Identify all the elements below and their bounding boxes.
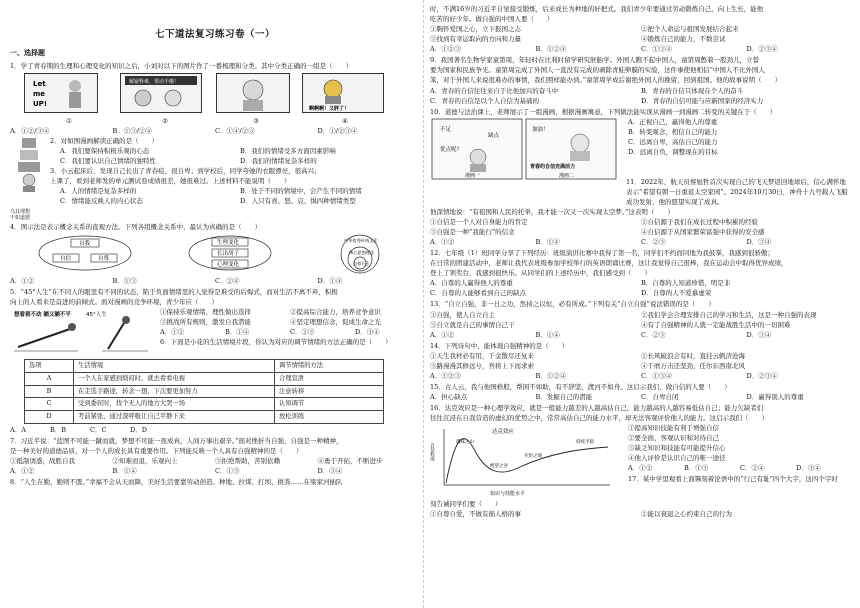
q1-pic-label-3: ③: [253, 116, 259, 125]
question-10: 10．道德与法治课上，老师展示了一组漫画，根据漫画寓意，下列做法能实现从漫画一到漫画二转变的关键在于（ ）: [430, 107, 777, 116]
q12-options: [430, 278, 852, 298]
q6-row-b-key: B: [25, 385, 74, 398]
q7-choice-2: ②知难而退，乐观向上: [112, 457, 178, 466]
q6-option-a[interactable]: A．A: [10, 425, 26, 434]
question-17-line1: 17．某中学里观看上面镌刻着论语中的“行己有耻”四个大字，这四个字时: [628, 474, 838, 483]
q4-a-label-2: 自信: [60, 255, 72, 262]
q16-ylabel: 自信程度: [430, 443, 435, 462]
q12-option-c[interactable]: C．自尊的人能够看到自己的缺点: [430, 289, 526, 298]
q16-choice-1: ①提高知识技能有利于增强自信: [628, 424, 719, 433]
q12-option-d[interactable]: D．自尊的人不爱慕虚荣: [641, 289, 712, 298]
question-6: 6．下面是小花的生活情境片段，你认为对应的调节情绪的方法正确的是（ ）: [160, 338, 392, 347]
q11-choices: [430, 217, 852, 237]
q1-pic-label-4: ④: [342, 116, 348, 125]
q4-a-label-3: 自尊: [98, 255, 110, 262]
q6-row-d-method: 放松训练: [275, 411, 384, 424]
q2-option-d[interactable]: D．我们的情绪复杂多样的: [240, 156, 317, 165]
q16-xlabel: 知识与技能水平: [490, 491, 526, 498]
q10-option-a[interactable]: A．正视自己，赢得他人的尊重: [628, 117, 718, 126]
question-9-line2: 要为国家和民族争光。童第周完成了外国人一直没有完成的剥除青蛙卵膜的实验，这件事使他相信“中国人不比外国人: [430, 66, 765, 75]
q11-choice-2: ②自信源于我们在成长过程中积累的经验: [641, 217, 758, 226]
q13-option-b[interactable]: B．①④: [535, 330, 560, 339]
q10-option-b[interactable]: B．转变观念，相信自己的能力: [628, 127, 718, 136]
q5-image-2: [82, 307, 154, 357]
q13-choice-3: ③自立就是自己的事情自己干: [430, 320, 515, 329]
q6-option-d[interactable]: D．D: [130, 425, 147, 434]
q14-option-a[interactable]: A．①②③: [430, 371, 461, 380]
q16-option-b[interactable]: B．①③: [684, 464, 709, 473]
q6-header-option: 选项: [25, 360, 74, 373]
question-11-line1: 11．2022年，航天员蔡旭哲首次实现自己的飞天梦返回地球后，信心满怀地表示“希望有朝一日重返太空家园”。2024年10月30日，神舟十九号载人飞船成功发射，他的愿望实现了成真。: [626, 177, 848, 206]
q4-options: [10, 276, 420, 286]
question-13: 13．“自立自强，非一日之功，然持之以恒，必有所成。”下列有关“自立自强”说法错误的是（ ）: [430, 300, 715, 309]
q7-option-a[interactable]: A．①②: [10, 467, 35, 476]
svg-text:Let: Let: [33, 79, 46, 88]
question-8: 8．“人生在勤，勤则不匮。”幸福不会从天而降，美好生活要靠劳动创造。种地、拉煤、打坝、挑粪……在梁家河插队: [10, 478, 343, 487]
q16-option-a[interactable]: A．①②: [628, 464, 653, 473]
q10-c2-label-3: 漫画二: [559, 172, 575, 179]
q11-option-c[interactable]: C．②③: [641, 238, 666, 247]
q10-c1-label-3: 优点呢？: [440, 146, 463, 153]
q2-option-c[interactable]: C．我们要认识自己情绪的独特性: [60, 156, 156, 165]
q13-option-a[interactable]: A．①②: [430, 330, 455, 339]
q7-choice-3: ③拒绝帮助，苦别依赖: [215, 457, 280, 466]
q1-pic-label-2: ②: [162, 116, 168, 125]
q10-c1-label-2: 缺点: [488, 132, 500, 139]
q1-caption-4: 啊啊啊！又胖了！: [309, 105, 350, 112]
q7-choice-4: ④勇于开拓，不断进步: [317, 457, 383, 466]
question-3-line1: 3．小云起床后，发现自己长出了青春痘，很自卑；到学校后，同学夸她的衣服漂亮，很高兴；: [50, 167, 321, 175]
q12-option-b[interactable]: B．自尊的人知道珍惜、明是非: [641, 279, 731, 288]
svg-text:UP!: UP!: [33, 99, 48, 108]
q5-choice-3: ③挑战所有规则，激发自我潜能: [160, 318, 251, 327]
q8-choice-1: ①胸怀爱国之心，立下报国之志: [430, 25, 521, 34]
q12-option-a[interactable]: A．自尊的人赢得他人的尊重: [430, 279, 513, 288]
svg-text:me: me: [33, 89, 46, 98]
q17-choice-2: ②能以衰退之心约束自己的行为: [641, 510, 732, 519]
q16-choice-4: ④他人评价是认识自己的唯一途径: [628, 454, 726, 463]
q7-option-b[interactable]: B．①④: [112, 467, 137, 476]
q4-b-label-2: 长出胡子: [217, 250, 240, 257]
q10-c2-label-1: 加油！: [532, 126, 549, 133]
q2-option-b[interactable]: B．我们的情绪受多方面因素影响: [240, 146, 336, 155]
q2-caption: 乌其理想 不如道德: [10, 208, 31, 221]
q10-block: [430, 117, 852, 183]
q5-choices: [160, 307, 420, 327]
question-5-line2: 向上的人看来是奋进的前倾式。面对漫画的竞争环境，青少年应（ ）: [10, 298, 218, 307]
q5-image-1: [10, 307, 82, 357]
q10-c1-label-1: 不足: [440, 126, 452, 133]
q2-q3-block: [10, 136, 420, 221]
q6-row-c-key: C: [25, 398, 74, 411]
q6-header-method: 调节情绪的方法: [275, 360, 384, 373]
cartoon-2: [120, 73, 202, 113]
q6-header-situation: 生活情境: [74, 360, 275, 373]
cartoon-3: [216, 73, 290, 113]
q4-c-label-1: 中华优秀传统文化: [344, 237, 378, 243]
q5-option-b[interactable]: B．①④: [225, 328, 250, 337]
section-heading: 一、选择题: [10, 48, 45, 57]
q5-choice-1: ①保持乐观情绪，理性做出选择: [160, 308, 251, 317]
q5-caption-1: 想看看不动 躺又躺不平: [14, 312, 71, 319]
question-9-line3: 笨，对于外国人来说很难办的事情，我们照样能办到。”童第周学成后谢绝外国人的挽留，回到祖国。他的故事说明（ ）: [430, 76, 782, 85]
q16-block: [430, 423, 852, 499]
table-row: [25, 372, 384, 385]
q11-options: [430, 237, 852, 247]
q4-option-c[interactable]: C．②④: [215, 276, 240, 285]
q1-caption-2: 解疑释难，要动手哦！: [129, 78, 180, 85]
q13-option-d[interactable]: D．③④: [746, 330, 772, 339]
question-4: 4．图示法是表示概念关系的直观方法。下列各组概念关系中，最认为真确的是（ ）: [10, 222, 262, 231]
q1-option-d[interactable]: D．①/②③④: [317, 126, 358, 135]
question-17-line2: 刻告诫同学们要（ ）: [430, 500, 502, 509]
q17-choices: [430, 509, 852, 519]
q15-option-c[interactable]: C．自卑自闭: [641, 393, 679, 401]
q14-choice-4: ④千磨万击还坚劲，任尔东西南北风: [641, 361, 745, 370]
q4-diagrams: [10, 234, 420, 274]
question-7-line1: 7．习近平说：“蓝图不可能一蹴而就，梦想不可能一夜成真，人间万事出艰辛。”面对挫折当自强，自强是一种精神，: [10, 436, 343, 445]
q16-option-c[interactable]: C．②④: [740, 464, 765, 473]
q5-q6-text: [160, 307, 420, 357]
question-8-continued-line1: 时，不满16岁的习近平自觉接受锻炼，后来成长为种地的好把式。我们青少年要通过劳动锻炼自己，向上生长，能他: [430, 5, 764, 13]
q4-b-label-1: 生理变化: [217, 239, 240, 246]
q6-options: [10, 425, 170, 435]
question-14: 14．下列诗句中，能体现自强精神的是（ ）: [430, 341, 569, 350]
q14-options: [430, 371, 852, 381]
q13-choices: [430, 310, 852, 330]
q1-image-1: [24, 73, 114, 126]
q16-options: [628, 463, 852, 473]
q10-option-c[interactable]: C．远离自卑，高估自己的能力: [628, 137, 718, 146]
q13-choice-1: ①自强，使人自立自主: [430, 310, 495, 319]
q1-option-c[interactable]: C．①④/②③: [215, 126, 255, 135]
column-divider: [423, 0, 424, 608]
q1-option-b[interactable]: B．①③/②④: [112, 126, 152, 135]
q5-choice-2: ②提高综合能力，培养竞争意识: [290, 308, 381, 317]
q2-image: [10, 136, 50, 221]
q4-diagram-a: [35, 234, 135, 272]
q10-options: [620, 117, 852, 183]
q6-row-a-key: A: [25, 372, 74, 385]
question-12-line1: 12．七年级（1）班同学分享了下列经历：班级演讲比赛中我得了第一名，同学们不约而同地为我鼓掌，我感到很骄傲；: [430, 249, 774, 258]
q9-option-b[interactable]: B．青春的自信只体现在个人的奋斗: [641, 86, 744, 95]
q6-row-b-situation: 在走选手路途，转念一想，下次要更加努力: [74, 385, 275, 398]
q4-diagram-c: [325, 234, 395, 274]
q5-option-c[interactable]: C．②③: [290, 328, 315, 337]
q14-choice-2: ②长风破浪会有时，直挂云帆济沧海: [641, 351, 745, 360]
question-15: 15．古人云，我与他国格般，帮困不如助，有不辞坚，渡河不如舟。这启示我们，做自信的人要（ ）: [430, 382, 731, 391]
q6-table: [24, 359, 384, 424]
q6-row-a-method: 合理宣泄: [275, 372, 384, 385]
q2-q3-text: [50, 136, 420, 221]
q6-row-a-situation: 一个人在家感到烦闷时，就去看看电视: [74, 372, 275, 385]
q8-option-b[interactable]: B．①②④: [535, 45, 567, 54]
q8-choice-4: ④锻炼自己的能力，不数尝试: [641, 35, 726, 44]
q4-a-label-1: 自我: [79, 240, 91, 247]
q16-choice-2: ②要全面、客观认识和对待自己: [628, 434, 719, 443]
q1-image-3: [216, 73, 296, 126]
q5-block: [10, 307, 420, 357]
q6-row-c-method: 认知调节: [275, 398, 384, 411]
q1-image-2: [120, 73, 210, 126]
q4-b-label-3: 心理变化: [217, 261, 240, 268]
q4-option-a[interactable]: A．①②: [10, 276, 35, 285]
q9-option-a[interactable]: A．青春的自信往往来自于比他加兴的奋斗中: [430, 86, 559, 95]
table-row: [25, 398, 384, 411]
q16-plateau-label: 持续平稳: [576, 440, 594, 446]
q2-options: [50, 146, 420, 166]
q14-choice-3: ③路漫漫其修远兮，吾将上下而求索: [430, 361, 534, 370]
q8-option-a[interactable]: A．①②③: [430, 45, 461, 54]
q16-choice-3: ③缺乏知识和技能有可能提升信心: [628, 444, 726, 453]
question-12-line2: 在日常的团建活动中，老师让我代表班级参加学校举行的英语朗诵比赛，这让我觉得自己很棒，我在运动会中取得优异成绩，: [430, 259, 788, 268]
q5-choice-4: ④坚定理想信念，促成生命之光: [290, 318, 381, 327]
q6-header-row: [25, 360, 384, 373]
q9-option-d[interactable]: D．青春的自信可能与应新国家的经济实力: [641, 96, 764, 105]
question-9-line1: 9．我国著名生物学家童第周，年轻时在比利时留学研究胚胎学。外国人瞧不起中国人，童第周憋着一股劲儿，立誓: [430, 56, 760, 65]
q11-choice-4: ④自信源于从国家繁荣富强中获得的安全感: [641, 228, 765, 236]
q13-choice-4: ④有了自强精神的人就一定能战胜生活中的一切困难: [641, 320, 791, 329]
q10-option-d[interactable]: D．远离自负，调整现在的目标: [628, 147, 718, 156]
q5-images: [10, 307, 160, 357]
q1-option-a[interactable]: A．①②/③④: [10, 126, 50, 135]
q1-images: [24, 73, 420, 126]
q16-dunning-kruger-chart: [430, 423, 620, 499]
question-8-continued-line2: 吃苦的好少年。做自强的中国人要（ ）: [430, 15, 554, 24]
q7-option-d[interactable]: D．③④: [317, 467, 343, 476]
question-3-line2: 上课了，看到老师发的单元测试卷成绩很差，她很难过。上述材料不能说明（ ）: [50, 177, 291, 186]
q6-row-c-situation: 受到委屈时，找个无人的地方大哭一场: [74, 398, 275, 411]
q11-choice-3: ③自强是一种“我能行”的信念: [430, 228, 515, 236]
q6-option-b[interactable]: B．B: [50, 425, 67, 434]
q14-option-b[interactable]: B．①②④: [535, 371, 567, 380]
q3-option-c[interactable]: C．情绪能反映人的内心状态: [60, 197, 143, 206]
q11-option-a[interactable]: A．①②: [430, 238, 455, 247]
q16-chart-title: 达克效应: [492, 429, 515, 436]
q8-choice-2: ②把个人命运与祖国发展结合起来: [641, 25, 739, 34]
q7-options: [10, 466, 420, 476]
q8-choices: [430, 24, 852, 44]
q15-option-b[interactable]: B．发掘自己的潜能: [535, 393, 593, 401]
q10-comic: [430, 117, 620, 183]
question-7-line2: 是一种美好的道德品质，对一个人的成长具有重要作用。下列能反映一个人具有自强精神的是（ ）: [10, 447, 303, 455]
q15-options: [430, 392, 852, 402]
q15-option-a[interactable]: A．担心缺点: [430, 393, 468, 401]
q9-option-c[interactable]: C．青春的自信是以个人自信为基础的: [430, 96, 539, 105]
q4-diagram-b: [185, 234, 275, 272]
left-column: [10, 0, 420, 487]
page-title: 七下道法复习练习卷（一）: [154, 29, 275, 40]
q13-option-c[interactable]: C．②③: [641, 330, 666, 339]
table-row: [25, 385, 384, 398]
q7-choice-1: ①抵制诱惑，战胜自我: [10, 457, 75, 466]
q14-option-d[interactable]: D．②③④: [746, 371, 778, 380]
q11-choice-1: ①自信是一个人对自身能力的肯定: [430, 217, 528, 226]
q4-c-label-2: 核心思想理念: [349, 249, 375, 255]
q7-choices: [10, 456, 420, 466]
q13-options: [430, 330, 852, 340]
q5-option-d[interactable]: D．③④: [355, 328, 380, 337]
q14-option-c[interactable]: C．①③④: [641, 371, 672, 380]
question-11-line2: 他深情地说：“有祖国和人民的托举，我才能一次又一次实现太空梦。”这表明（ ）: [430, 207, 674, 216]
question-16-line1: 16．达克效应是一种心理学效应，就是一般能力越差的人越高估自己，能力越高的人越容易低估自己；能力欠缺者们: [430, 404, 764, 413]
q16-curve: [446, 439, 608, 483]
table-row: [25, 411, 384, 424]
q5-caption-2: 45°人生: [86, 312, 107, 319]
q16-slope-label: 开悟之坡: [524, 454, 542, 460]
q4-option-b[interactable]: B．①③: [112, 276, 137, 285]
cartoon-1: [24, 73, 98, 113]
q3-option-a[interactable]: A．人的情绪是复杂多样的: [60, 187, 137, 196]
question-16-line2: 往往沉浸在自我营造的虚幻的优势之中，常常高估自己的能力水平，却无法客观评价他人的能力。这启示我们（ ）: [430, 414, 768, 423]
q2-option-a[interactable]: A．我们要保持积极乐观的心态: [60, 146, 150, 155]
q17-choice-1: ①自尊自爱，不做有损人格的事: [430, 510, 521, 519]
q14-choice-1: ①天生我材必有用，千金散尽还复来: [430, 351, 534, 360]
q16-valley-label: 绝望之谷: [490, 464, 508, 470]
q6-row-d-situation: 考前紧张，通过深呼吸让自己平静下来: [74, 411, 275, 424]
question-5-line1: 5．“45°人生”在不同人的眼里有不同的状态，陷于负面情绪里的人觉得是难受的后悔式，而对生活不离不弃，积极: [10, 288, 338, 296]
q16-peak-label: 愚昧之山: [456, 440, 474, 446]
q8-option-d[interactable]: D．②③④: [746, 45, 778, 54]
q7-option-c[interactable]: C．①③: [215, 467, 240, 476]
q4-c-label-3: 自强不息: [353, 260, 369, 266]
q1-image-4: [302, 73, 388, 126]
q3-option-b[interactable]: B．处于不同的情境中，会产生不同的情绪: [240, 187, 362, 196]
q16-text: [620, 423, 852, 499]
question-2: 2．对如图漫画解读正确的是（ ）: [50, 136, 159, 145]
q14-choices: [430, 351, 852, 371]
q11-option-b[interactable]: B．①④: [535, 238, 560, 247]
q8-options: [430, 44, 852, 54]
q1-options: [10, 126, 420, 136]
q6-row-b-method: 注意转移: [275, 385, 384, 398]
q9-options: [430, 86, 852, 106]
q10-c1-label-4: 漫画一: [465, 172, 481, 179]
question-1: 1．学了青春期的生理和心理变化的知识之后，小刘对以下的图片作了一番梳理和分类。其中分类正确的一组是（ ）: [10, 61, 353, 70]
q11-option-d[interactable]: D．③④: [746, 238, 772, 247]
q4-option-d[interactable]: D．①④: [317, 276, 343, 285]
cartoon-4: [302, 73, 384, 113]
q1-pic-label-1: ①: [66, 116, 72, 125]
question-12-line3: 登上了领奖台，我感到很快乐。从同学们的上述经历中，我们感受到（ ）: [430, 269, 651, 278]
q8-option-c[interactable]: C．①③④: [641, 45, 672, 54]
right-column: [430, 4, 852, 519]
q10-c2-label-2: 青春的自信充满活力: [530, 163, 576, 170]
q16-option-d[interactable]: D．③④: [796, 464, 821, 473]
q5-option-a[interactable]: A．①②: [160, 328, 185, 337]
q6-option-c[interactable]: C．C: [90, 425, 107, 434]
q6-row-d-key: D: [25, 411, 74, 424]
q8-choice-3: ③找到有幸运取向的方向和力量: [430, 35, 521, 44]
q13-choice-2: ②我们学会合理安排自己的学习和生活，这是一种自强的表现: [641, 310, 817, 319]
q15-option-d[interactable]: D．赢得别人的尊重: [746, 393, 804, 401]
q5-options: [160, 327, 420, 337]
q3-options: [50, 186, 420, 206]
q3-option-d[interactable]: D．人只有喜、怒、哀、惧四种情绪类型: [240, 197, 356, 206]
